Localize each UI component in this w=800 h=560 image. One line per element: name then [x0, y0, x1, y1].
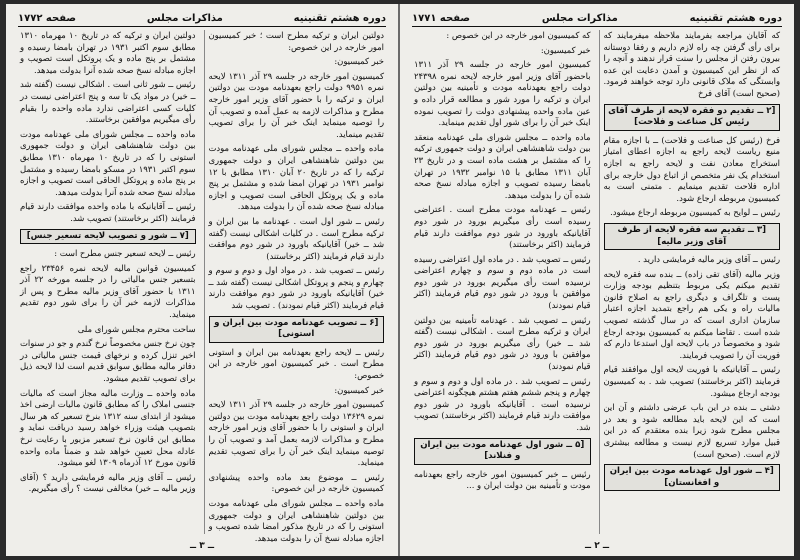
- paragraph: کمیسیون قوانین مالیه لایحه نمره ۲۳۴۵۶ راجع بتسعیر جنس مالیاتی را در جلسه مورخه ۲۲ آذر ۱۳۱۱ با حضور آقای وزیر مالیه مطرح و پس از مذاکرات لازمه خبر آن را برای شور دوم تقدیم مینماید.: [20, 262, 196, 320]
- paragraph: کمیسیون امور خارجه در جلسه ۲۹ آذر ۱۳۱۱ باحضور آقای وزیر امور خارجه لایحه نمره ۲۴۳۹۸ دولت راجع بعهدنامه مودت و تأمینیه بین دولتین ایران و ترکیه را مورد شور و مطالعه قرار داده و عین ماده واحده پیشنهادی دولت را تصویب نموده اینک خبر آن را برای شور اول تقدیم مینماید.: [414, 59, 591, 128]
- header-title: مذاکرات مجلس: [146, 12, 223, 24]
- left-page-footer: ــ ۳ ــ: [189, 541, 215, 551]
- paragraph: خبر کمیسیون:: [540, 44, 591, 55]
- paragraph: رئیس ــ عهدنامه مودت مطرح است . اعتراضی رسیده است رأی میگیریم بورود در شور دوم آقایانیکه باورود در شور دوم موافقت دارند قیام فرمایند (اکثر برخاستند): [414, 204, 591, 250]
- left-page: [6, 4, 400, 556]
- paragraph: رئیس ــ تصویب شد . در مواد اول و دوم و سوم و چهارم و پنجم و پروتکل اشکالی نیست (گفته شد ــ خیر) آقایانیکه باورود در شور دوم موافقت دارند قیام فرمایند (اکثر قیام نمودند) . تصویب شد: [208, 265, 384, 311]
- paragraph: رئیس ــ شور اول است . عهدنامه ما بین ایران و ترکیه مطرح است . در کلیات اشکالی نیست (گفته شد ــ خیر) آقایانیکه باورود در شور دوم موافقت دارند قیام فرمایند (اکثر برخاستند): [208, 215, 384, 261]
- header-page-number: صفحه ۱۷۷۲: [18, 12, 77, 24]
- paragraph: دشتی ــ بنده در این باب عرضی داشتم و آن این است که این لایحه باید مطالعه شود و بعد در مجلس مطرح شود زیرا بنده معتقدم که در این قبیل موارد تسریع لازم نیست و مطالعه بیشتری لازم است. (صحیح است): [603, 402, 780, 459]
- section-heading: [۵ ــ شور اول عهدنامه مودت بین ایران و فنلاند]: [414, 438, 591, 465]
- left-page-header: [18, 10, 386, 27]
- paragraph: چون نرخ جنس مخصوصاً نرخ گندم و جو در سنوات اخیر تنزل کرده و نرخهای قیمت جنس مالیاتی در دفاتر مالیه مطابق سوابق قدیم است لذا لایحه ذیل برای تصویب تقدیم میشود.: [20, 338, 196, 384]
- paragraph: خبر کمیسیون:: [334, 56, 384, 67]
- paragraph: خبر کمیسیون:: [334, 384, 384, 395]
- section-heading: [۴ ــ شور اول عهدنامه مودت بین ایران و افغانستان]: [604, 464, 781, 491]
- paragraph: رئیس ــ آقایانیکه با ماده واحده موافقت دارند قیام فرمایند (اکثر برخاستند) تصویب شد.: [20, 201, 196, 223]
- paragraph: دولتین ایران و ترکیه مطرح است ؛ خبر کمیسیون امور خارجه در این خصوص:: [208, 30, 384, 52]
- right-page-header: [412, 10, 782, 27]
- paragraph: ماده واحده ــ مجلس شورای ملی عهدنامه مودت بین دولتین شاهنشاهی ایران و دولت جمهوری ترکیه را که در تاریخ ۲۰ آبان ۱۳۱۰ مطابق با ۱۲ نوامبر ۱۹۳۱ در تهران امضا شده و مشتمل بر پنج ماده و یک پروتکل الحاقی است تصویب و اجازه مبادله نسخ صحه شده آن را بدولت میدهد.: [208, 143, 385, 212]
- paragraph: کمیسیون امور خارجه در جلسه ۲۹ آذر ۱۳۱۱ لایحه نمره ۱۳۶۲۹ دولت راجع بعهدنامه مودت بین دولتین ایران و استونی را با حضور آقای وزیر امور خارجه مطرح و مذاکرات لازمه بعمل آمد و تصویب آن را توصیه مینماید اینک خبر آن را برای تصویب تقدیم مینماید.: [208, 399, 385, 468]
- header-session: دوره هشتم تقنینیه: [293, 12, 386, 24]
- header-page-number: صفحه ۱۷۷۱: [412, 12, 471, 24]
- paragraph: رئیس ــ تصویب شد . در ماده اول اعتراضی رسیده است در ماده دوم و سوم و چهارم اعتراضی نرسیده است رأی میگیریم بورود در شور دوم موافقین با ورود در شور دوم قیام فرمایند (اکثر قیام نمودند): [414, 253, 591, 311]
- paragraph: ماده واحده ــ مجلس شورای ملی عهدنامه مودت بین دولت شاهنشاهی ایران و دولت جمهوری استونی را که در تاریخ ۱۰ مهرماه ۱۳۱۰ مطابق سوم اکتبر ۱۹۳۱ در مسکو بامضا رسیده و مشتمل بر پنج ماده و پروتکل الحاقی است تصویب و اجازه مبادله نسخ صحه شده آنرا بدولت میدهد.: [20, 128, 196, 197]
- left-page-left-column: [20, 30, 196, 534]
- right-page: [400, 4, 794, 556]
- paragraph: ماده واحده ــ مجلس شورای ملی عهدنامه منعقد بین دولت شاهنشاهی ایران و دولت جمهوری ترکیه را که مشتمل بر هشت ماده است و در تاریخ ۲۳ آبان ۱۳۱۱ مطابق با ۱۵ نوامبر ۱۹۳۲ در تهران بامضا رسیده تصویب و اجازه مبادله نسخ صحه شده آن را بدولت میدهد.: [414, 131, 591, 200]
- section-heading: [۲ ــ تقدیم دو فقره لایحه از طرف آقای رئیس کل صناعت و فلاحت]: [604, 104, 781, 131]
- paragraph: رئیس ــ تصویب شد . در ماده اول و دوم و سوم و چهارم و پنجم ششم هفتم هشتم هیچگونه اعتراضی نرسیده است . آقایانیکه باورود در شور دوم موافقت دارند قیام فرمایند (اکثر برخاستند) تصویب شد.: [414, 375, 591, 432]
- paragraph: رئیس ــ موضوع بعد ماده واحده پیشنهادی کمیسیون خارجه در این خصوص:: [208, 471, 384, 494]
- paragraph: رئیس ــ لوایح به کمیسیون مربوطه ارجاع میشود.: [610, 207, 780, 218]
- section-heading: [۶ ــ تصویب عهدنامه مودت بین ایران و استونی]: [209, 316, 385, 343]
- paragraph: ماده واحده ــ وزارت مالیه مجاز است که مالیات جنسی املاک را که مطابق قانون مالیات ارضی اخذ میشود از ابتدای سنه ۱۳۱۲ بنرخ تسعیر که هر سال بتصویب هیئت وزراء خواهد رسید دریافت نماید و مطابق این قانون نرخ تسعیر مزبور با رعایت نرخ عادله محل تعیین خواهد شد و ضمناً ماده واحده قانون مورخ ۱۲ آذرماه ۱۳۰۹ لغو میشود.: [20, 387, 196, 468]
- right-page-left-column: [414, 30, 591, 534]
- paragraph: رئیس ــ لایحه تسعیر جنس مطرح است :: [54, 248, 196, 259]
- paragraph: ساحت محترم مجلس شورای ملی: [77, 323, 196, 334]
- left-page-right-column: [204, 30, 385, 543]
- paragraph: وزیر مالیه (آقای تقی زاده) ــ بنده سه فقره لایحه تقدیم میکنم یکی مربوط بتنظیم بودجه وزارت پست و تلگراف و دیگری راجع به اصلاح قانون مالیات راه و یکی هم راجع بتمدید اجازه اعتبار سازمان اداری است که در سال گذشته تصویب شده است . تقاضا میکنم به کمیسیون بودجه ارجاع شود و مخصوصاً در باب لایحه اول استدعا دارم که فوریت آن را تصویب فرمایند.: [603, 268, 780, 360]
- paragraph: رئیس ــ آقای وزیر مالیه فرمایشی دارید .: [637, 254, 780, 265]
- paragraph: فرخ (رئیس کل صناعت و فلاحت) ــ با اجازه مقام منیع ریاست لایحه راجع به اجازه اعطای امتیاز استخراج معادن نفت و لایحه راجع به اجازه استخدام یک نفر متخصص از اتباع دول خارجه برای اداره فلاحت تقدیم مینمایم . متمنی است به کمیسیون مربوطه ارجاع شود.: [603, 134, 780, 203]
- paragraph: که کمیسیون امور خارجه در این خصوص :: [446, 30, 591, 40]
- right-page-footer: ــ ۲ ــ: [584, 541, 610, 551]
- header-session: دوره هشتم تقنینیه: [689, 12, 782, 24]
- paragraph: کمیسیون امور خارجه در جلسه ۲۹ آذر ۱۳۱۱ لایحه نمره ۹۹۵۱ دولت راجع بعهدنامه مودت بین دولتین ایران و ترکیه را با حضور آقای وزیر امور خارجه مطرح و مذاکرات لازمه به عمل آمده و تصویب آن را توصیه مینماید اینک خبر آن را برای تصویب تقدیم مینماید.: [208, 70, 385, 139]
- paragraph: رئیس ــ تصویب شد . عهدنامه تأمینیه بین دولتین ایران و ترکیه مطرح است . اشکالی نیست (گفته شد ــ خیر) رأی میگیریم بورود در شور دوم موافقین با ورود در شور دوم قیام فرمایند (اکثر قیام نمودند): [414, 314, 591, 372]
- paragraph: دولتین ایران و ترکیه که در تاریخ ۱۰ مهرماه ۱۳۱۰ مطابق سوم اکتبر ۱۹۳۱ در تهران بامضا رسیده و مشتمل بر پنج ماده و یک پروتکل است تصویب و اجازه مبادله نسخ صحه شده آنرا بدولت میدهد.: [20, 30, 196, 75]
- section-heading: [۷ ــ شور و تصویب لایحه تسعیر جنس]: [20, 229, 196, 245]
- paragraph: رئیس ــ لایحه راجع بعهدنامه بین ایران و استونی مطرح است . خبر کمیسیون امور خارجه در این خصوص:: [208, 346, 384, 381]
- document-spread: [6, 4, 794, 556]
- left-page-columns: [20, 30, 385, 543]
- paragraph: رئیس ــ آقایانیکه با فوریت لایحه اول موافقند قیام فرمایند (اکثر برخاستند) تصویب شد . به کمیسیون بودجه ارجاع میشود.: [603, 364, 780, 398]
- header-title: مذاکرات مجلس: [541, 12, 618, 24]
- section-heading: [۳ ــ تقدیم سه فقره لایحه از طرف آقای وزیر مالیه]: [604, 223, 781, 250]
- paragraph: رئیس ــ آقای وزیر مالیه فرمایشی دارید ؟ (آقای وزیر مالیه ــ خیر) مخالفی نیست ؟ رأی میگیریم.: [20, 471, 196, 494]
- paragraph: ماده واحده ــ مجلس شورای ملی عهدنامه مودت بین دولتین شاهنشاهی ایران و دولت جمهوری استونی را که در تاریخ مذکور امضا شده تصویب و اجازه مبادله نسخ آن را بدولت میدهد.: [208, 497, 384, 543]
- paragraph: رئیس ــ شور ثانی است . اشکالی نیست (گفته شد ــ خیر) در مواد یک تا سه و پنج اعتراضی نیست در کلیات کسی اعتراضی ندارد ماده واحده را بقیام رأی میگیریم موافقین برخاستند.: [20, 79, 196, 125]
- paragraph: رئیس ــ خبر کمیسیون امور خارجه راجع بعهدنامه مودت و تأمینیه بین دولت ایران و ...: [414, 468, 591, 491]
- right-page-columns: [414, 30, 780, 534]
- right-page-right-column: [599, 30, 781, 534]
- paragraph: که آقایان مراجعه بفرمایند ملاحظه میفرمایند که برای رأی گرفتن چه راه لازم داریم و رفقا دوستانه بیرون رفتن از مجلس را سنت قرار ندهند و آنچه را که از نظر این کمیسیون و آمدن دعایت این عده وابستگی که ملاک قانونی دارد توجه خواهند فرمود. (صحیح است) آقای فرخ: [603, 30, 780, 98]
